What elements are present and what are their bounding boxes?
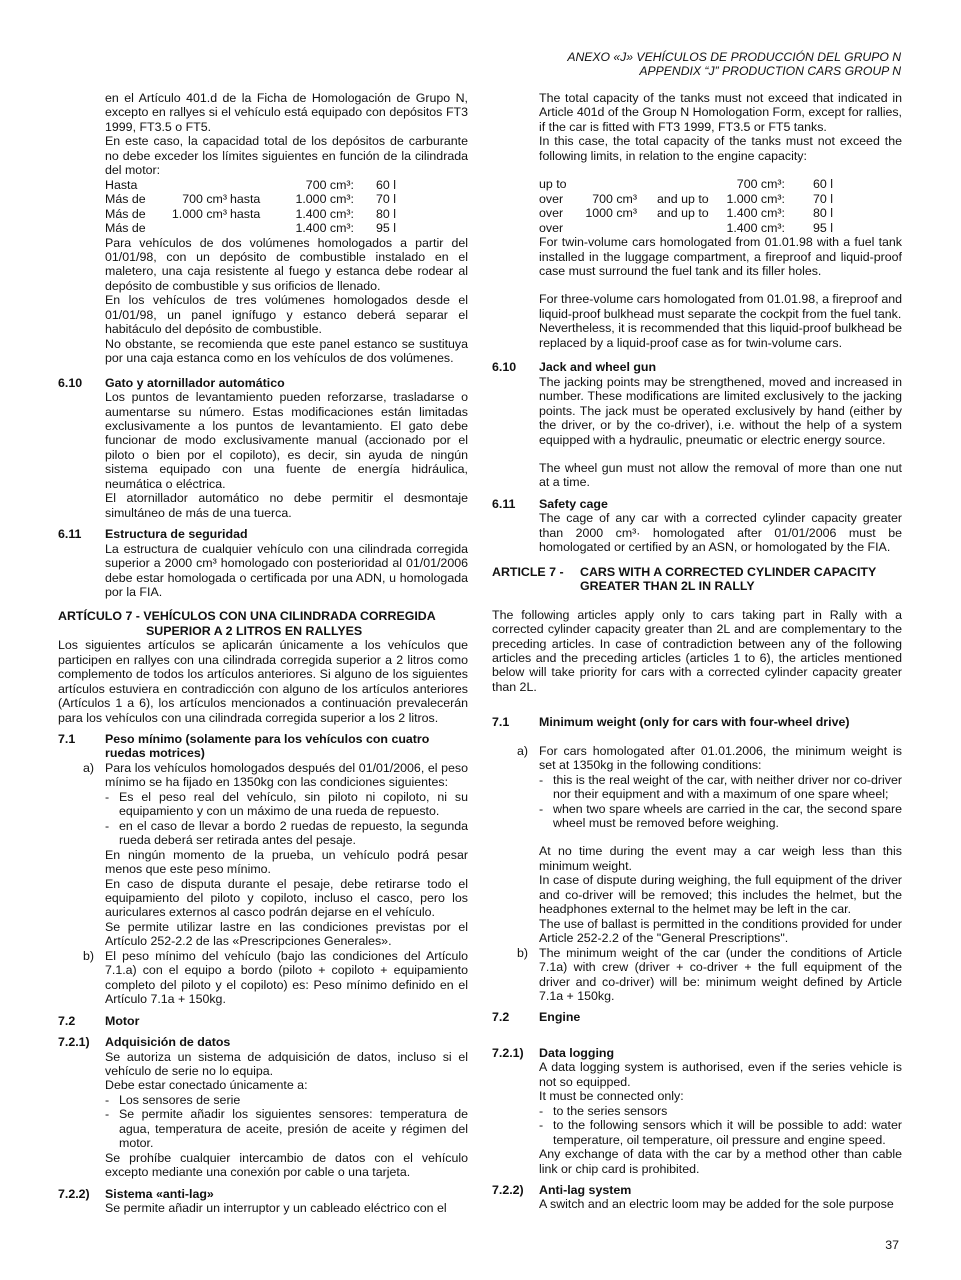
paragraph: Se autoriza un sistema de adquisición de datos, incluso si el vehículo de serie no lo equipa. bbox=[105, 1049, 468, 1078]
section-number: 6.10 bbox=[492, 360, 517, 375]
paragraph: It must be connected only: bbox=[539, 1089, 684, 1104]
running-header bbox=[567, 50, 901, 78]
section-title: Safety cage bbox=[539, 496, 608, 511]
table-cell: 70 l bbox=[376, 192, 396, 207]
paragraph: The total capacity of the tanks must not exceed that indicated in Article 401d of the Group N Homologation Form, except for rallies, if the car is fitted with FT3 1999, FT3.5 or FT5 tanks. bbox=[539, 91, 902, 134]
table-cell: Más de bbox=[105, 192, 146, 207]
article-title-line: SUPERIOR A 2 LITROS EN RALLYES bbox=[146, 623, 363, 638]
table-row bbox=[539, 206, 853, 220]
section-heading-7-2 bbox=[58, 1014, 468, 1028]
section-title: Jack and wheel gun bbox=[539, 360, 657, 375]
section-heading-7-1 bbox=[58, 732, 468, 761]
section-number: 6.10 bbox=[58, 375, 83, 390]
paragraph: Los sensores de serie bbox=[119, 1092, 241, 1107]
table-cell: 95 l bbox=[376, 221, 396, 236]
list-item: - Se permite añadir los siguientes sensores: temperatura de agua, temperatura de aceite, presión de aceite y régimen del motor. bbox=[105, 1107, 468, 1151]
table-cell: 1.000 cm³: bbox=[295, 192, 354, 207]
paragraph: Nevertheless, it is recommended that this liquid-proof bulkhead be replaced by a liquid-proof case as for twin-volume cars. bbox=[539, 321, 902, 350]
table-cell: 80 l bbox=[813, 206, 833, 221]
paragraph: en el Artículo 401.d de la Ficha de Homologación de Grupo N, excepto en rallyes si el vehículo está equipado con depósitos FT3 1999, FT3.5 o FT5. bbox=[105, 91, 468, 134]
section-number: 7.2 bbox=[58, 1013, 76, 1028]
table-cell: over bbox=[539, 191, 564, 206]
header-spanish: ANEXO «J» VEHÍCULOS DE PRODUCCIÓN DEL GRUPO N bbox=[567, 50, 901, 64]
table-cell: 70 l bbox=[813, 191, 833, 206]
table-cell: 1.400 cm³: bbox=[295, 221, 354, 236]
section-number: 6.11 bbox=[492, 496, 516, 511]
table-row bbox=[105, 178, 426, 192]
paragraph: Se permite añadir los siguientes sensores: temperatura de agua, temperatura de aceite, presión de aceite y régimen del motor. bbox=[119, 1107, 468, 1151]
section-title: Gato y atornillador automático bbox=[105, 375, 285, 390]
list-label: a) bbox=[517, 743, 529, 758]
section-heading-7-2-2 bbox=[492, 1183, 902, 1197]
paragraph: this is the real weight of the car, with neither driver nor co-driver nor their equipment and with a maximum of one spare wheel; bbox=[553, 772, 902, 802]
table-row bbox=[105, 207, 426, 221]
table-cell bbox=[227, 221, 276, 235]
paragraph: to the series sensors bbox=[553, 1103, 668, 1118]
table-cell: up to bbox=[539, 177, 567, 192]
table-cell bbox=[637, 177, 717, 191]
paragraph: Debe estar conectado únicamente a: bbox=[105, 1078, 308, 1093]
table-row bbox=[105, 192, 426, 206]
paragraph: A data logging system is authorised, even if the series vehicle is not so equipped. bbox=[539, 1060, 902, 1089]
section-heading-7-1 bbox=[492, 715, 902, 729]
table-cell bbox=[579, 177, 637, 191]
paragraph: en el caso de llevar a bordo 2 ruedas de repuesto, la segunda rueda deberá ser retirada antes del pesaje. bbox=[119, 818, 468, 848]
list-item bbox=[492, 946, 902, 1004]
section-heading-7-2 bbox=[492, 1010, 902, 1024]
table-cell: Más de bbox=[105, 206, 146, 221]
table-cell: 95 l bbox=[813, 220, 833, 235]
english-column bbox=[492, 91, 902, 1212]
table-cell bbox=[165, 221, 227, 235]
list-item: - this is the real weight of the car, with neither driver nor co-driver nor their equipment and with a maximum of one spare wheel; bbox=[539, 772, 902, 802]
table-cell: Hasta bbox=[105, 177, 138, 192]
paragraph: The cage of any car with a corrected cylinder capacity greater than 2000 cm³· homologated after 01/01/2006 must be homologated or certified by an ASN, or homologated by the FIA. bbox=[539, 511, 902, 555]
section-heading-6-11 bbox=[492, 497, 902, 511]
paragraph: In this case, the total capacity of the tanks must not exceed the following limits, in relation to the engine capacity: bbox=[539, 134, 902, 163]
table-cell: 700 cm³ bbox=[182, 192, 227, 207]
section-title: Motor bbox=[105, 1013, 140, 1028]
section-number: 7.2.1) bbox=[492, 1045, 524, 1060]
section-number: 7.2 bbox=[492, 1010, 510, 1025]
table-cell: 700 cm³: bbox=[736, 177, 785, 192]
table-cell: 1.400 cm³: bbox=[295, 206, 354, 221]
paragraph: Any exchange of data with the car by a method other than cable link or chip card is prohibited. bbox=[539, 1147, 902, 1176]
list-item: - Es el peso real del vehículo, sin piloto ni copiloto, ni su equipamiento y con un máximo de una rueda de repuesto. bbox=[105, 789, 468, 819]
article-7-heading bbox=[58, 609, 468, 638]
table-cell: 700 cm³: bbox=[305, 177, 354, 192]
table-row bbox=[539, 192, 853, 206]
table-cell: over bbox=[539, 220, 564, 235]
table-cell bbox=[579, 221, 637, 235]
paragraph: At no time during the event may a car weigh less than this minimum weight. bbox=[539, 844, 902, 873]
capacity-table bbox=[539, 177, 853, 235]
section-title: Sistema «anti-lag» bbox=[105, 1186, 214, 1201]
section-title: Peso mínimo (solamente para los vehículos con cuatro ruedas motrices) bbox=[105, 732, 430, 761]
section-title: Anti-lag system bbox=[539, 1183, 632, 1197]
list-item: - Los sensores de serie bbox=[58, 1093, 468, 1107]
table-row bbox=[539, 221, 853, 235]
table-cell bbox=[227, 178, 276, 192]
list-item: - when two spare wheels are carried in the car, the second spare wheel must be removed before weighing. bbox=[539, 801, 902, 831]
table-cell: and up to bbox=[657, 191, 709, 206]
paragraph: El atornillador automático no debe permitir el desmontaje simultáneo de más de una tuerca. bbox=[105, 491, 468, 520]
paragraph: Los puntos de levantamiento pueden reforzarse, trasladarse o aumentarse su número. Estas modificaciones están limitadas exclusivamente a los puntos de levantamiento. El gato debe funcionar de modo exclusivamente manual (accionado por el piloto o bien por el copiloto), es decir, sin ayuda de ningún sistema equipado con una fuente de energía hidráulica, neumática o eléctrica. bbox=[105, 390, 468, 491]
paragraph: to the following sensors which it will be possible to add: water temperature, oil temperature, oil pressure and engine speed. bbox=[553, 1118, 902, 1147]
paragraph: Es el peso real del vehículo, sin piloto ni copiloto, ni su equipamiento y con un máximo de una rueda de repuesto. bbox=[119, 789, 468, 819]
header-english: APPENDIX “J” PRODUCTION CARS GROUP N bbox=[639, 64, 901, 78]
list-item: - to the following sensors which it will be possible to add: water temperature, oil temperature, oil pressure and engine speed. bbox=[539, 1118, 902, 1147]
table-cell: 1.000 cm³ bbox=[171, 206, 227, 221]
table-cell: 60 l bbox=[376, 177, 396, 192]
list-label: b) bbox=[517, 945, 529, 960]
table-cell bbox=[165, 178, 227, 192]
section-heading-6-11 bbox=[58, 527, 468, 541]
paragraph: En este caso, la capacidad total de los depósitos de carburante no debe exceder los límites siguientes en función de la cilindrada del motor: bbox=[105, 134, 468, 178]
list-item: - en el caso de llevar a bordo 2 ruedas de repuesto, la segunda rueda deberá ser retirada antes del pesaje. bbox=[105, 818, 468, 848]
table-cell: over bbox=[539, 206, 564, 221]
section-number: 7.2.2) bbox=[58, 1186, 90, 1201]
table-row bbox=[105, 221, 426, 235]
article-label: ARTICLE 7 - bbox=[492, 564, 564, 579]
section-heading-6-10 bbox=[58, 376, 468, 390]
paragraph: En los vehículos de tres volúmenes homologados desde el 01/01/98, un panel ignífugo y estanco deberá separar el habitáculo del depósito de combustible. bbox=[105, 293, 468, 337]
paragraph: Se permite añadir un interruptor y un cableado eléctrico con el bbox=[105, 1201, 447, 1216]
paragraph: La estructura de cualquier vehículo con una cilindrada corregida superior a 2000 cm³ homologado con posterioridad al 01/01/2006 debe estar homologada o certificada por una ADN, u homologada por la FIA. bbox=[105, 541, 468, 599]
section-heading-7-2-2 bbox=[58, 1187, 468, 1201]
paragraph: En ningún momento de la prueba, un vehículo podrá pesar menos que este peso mínimo. bbox=[105, 847, 468, 877]
article-title-line: CARS WITH A CORRECTED CYLINDER CAPACITY bbox=[580, 564, 877, 579]
section-heading-7-2-1 bbox=[58, 1035, 468, 1049]
paragraph: The following articles apply only to cars taking part in Rally with a corrected cylinder capacity greater than 2L and are complementary to the preceding articles. In case of contradiction between any of the following articles and the preceding articles (articles 1 to 6), the articles mentioned below will take priority for cars with a corrected cylinder capacity greater than 2L. bbox=[492, 607, 902, 694]
section-heading-7-2-1 bbox=[492, 1046, 902, 1060]
spanish-column bbox=[58, 91, 468, 1216]
list-item bbox=[58, 949, 468, 1007]
section-title: Data logging bbox=[539, 1045, 615, 1060]
section-title: Engine bbox=[539, 1010, 581, 1025]
list-item bbox=[58, 761, 468, 790]
section-number: 7.2.1) bbox=[58, 1035, 90, 1050]
article-title-line: ARTÍCULO 7 - VEHÍCULOS CON UNA CILINDRADA CORREGIDA bbox=[58, 609, 436, 624]
table-cell: 1.400 cm³: bbox=[726, 220, 785, 235]
table-cell: 1.400 cm³: bbox=[726, 206, 785, 221]
table-cell: 80 l bbox=[376, 206, 396, 221]
list-item bbox=[492, 744, 902, 773]
section-heading-6-10 bbox=[492, 360, 902, 374]
paragraph: The use of ballast is permitted in the conditions provided for under Article 252-2.2 of the "General Prescriptions". bbox=[539, 916, 902, 946]
table-cell: 700 cm³ bbox=[592, 191, 637, 206]
paragraph: Para vehículos de dos volúmenes homologados a partir del 01/01/98, con un depósito de combustible instalado en el maletero, una caja resistente al fuego y estanca debe rodear al depósito de combustible y sus orificios de llenado. bbox=[105, 235, 468, 293]
section-title: Adquisición de datos bbox=[105, 1035, 231, 1050]
list-label: a) bbox=[83, 760, 95, 775]
table-cell: Más de bbox=[105, 221, 146, 236]
table-row bbox=[539, 177, 853, 191]
table-cell: hasta bbox=[230, 206, 261, 221]
article-7-heading bbox=[492, 565, 902, 594]
paragraph: For three-volume cars homologated from 01.01.98, a fireproof and liquid-proof bulkhead must separate the cockpit from the fuel tank. bbox=[539, 292, 902, 321]
section-number: 7.1 bbox=[58, 732, 76, 747]
table-cell: 1000 cm³ bbox=[585, 206, 637, 221]
section-title: Estructura de seguridad bbox=[105, 527, 248, 542]
paragraph: The wheel gun must not allow the removal of more than one nut at a time. bbox=[539, 460, 902, 490]
capacity-table bbox=[105, 178, 426, 236]
table-cell: 1.000 cm³: bbox=[726, 191, 785, 206]
paragraph: Se prohíbe cualquier intercambio de datos con el vehículo excepto mediante una conexión por cable o una tarjeta. bbox=[105, 1150, 468, 1180]
list-item: - to the series sensors bbox=[492, 1104, 902, 1118]
paragraph: In case of dispute during weighing, the full equipment of the driver and co-driver will be removed; this includes the helmet, but the headphones external to the helmet may be left in the car. bbox=[539, 873, 902, 917]
paragraph: Para los vehículos homologados después del 01/01/2006, el peso mínimo se ha fijado en 1350kg con las condiciones siguientes: bbox=[105, 760, 468, 790]
table-cell bbox=[637, 221, 717, 235]
table-cell: 60 l bbox=[813, 177, 833, 192]
paragraph: El peso mínimo del vehículo (bajo las condiciones del Artículo 7.1.a) con el equipo a bordo (piloto + copiloto + equipamiento completo del piloto y el copiloto) es: Peso mínimo definido en el Artículo 7.1a + 150kg. bbox=[105, 948, 468, 1007]
paragraph: For twin-volume cars homologated from 01.01.98 with a fuel tank installed in the luggage compartment, a fireproof and liquid-proof case must surround the fuel tank and its filler holes. bbox=[539, 235, 902, 278]
paragraph: The minimum weight of the car (under the conditions of Article 7.1a) with crew (driver + co-driver + the full equipment of the driver and co-driver) will be: minimum weight defined by Article 7.1a + 150kg. bbox=[539, 945, 902, 1004]
paragraph: En caso de disputa durante el pesaje, debe retirarse todo el equipamiento del piloto y copiloto, incluso el casco, pero los auriculares externos al casco podrán dejarse en el vehículo. bbox=[105, 876, 468, 920]
page-number: 37 bbox=[885, 1238, 899, 1252]
paragraph: Los siguientes artículos se aplicarán únicamente a los vehículos que participen en rallyes con una cilindrada corregida superior a 2 litros como complemento de todos los artículos anteriores. Si alguno de los siguientes artículos estuviera en contradicción con alguno de los artículos anteriores (Artículos 1 a 6), los artículos mencionados a continuación prevalecerán para los vehículos con una cilindrada corregida superior a los 2 litros. bbox=[58, 638, 468, 725]
paragraph: A switch and an electric loom may be added for the sole purpose bbox=[539, 1197, 894, 1212]
paragraph: Se permite utilizar lastre en las condiciones previstas por el Artículo 252-2.2 de las «Prescripciones Generales». bbox=[105, 919, 468, 949]
section-title: Minimum weight (only for cars with four-wheel drive) bbox=[539, 715, 850, 730]
paragraph: For cars homologated after 01.01.2006, the minimum weight is set at 1350kg in the following conditions: bbox=[539, 743, 902, 773]
paragraph: The jacking points may be strengthened, moved and increased in number. These modifications are limited exclusively to the jacking points. The jack must be operated exclusively by hand (either by the driver, or by the co-driver), i.e. without the help of a system equipped with a hydraulic, pneumatic or electric energy source. bbox=[539, 374, 902, 447]
section-number: 6.11 bbox=[58, 527, 82, 542]
list-label: b) bbox=[83, 948, 95, 963]
table-cell: hasta bbox=[230, 192, 261, 207]
section-number: 7.2.2) bbox=[492, 1183, 524, 1197]
table-cell: and up to bbox=[657, 206, 709, 221]
section-number: 7.1 bbox=[492, 715, 510, 730]
paragraph: when two spare wheels are carried in the car, the second spare wheel must be removed before weighing. bbox=[553, 801, 902, 831]
paragraph: No obstante, se recomienda que este panel estanco se sustituya por una caja estanca como en los vehículos de dos volúmenes. bbox=[105, 336, 468, 366]
article-title-line: GREATER THAN 2L IN RALLY bbox=[580, 579, 755, 594]
